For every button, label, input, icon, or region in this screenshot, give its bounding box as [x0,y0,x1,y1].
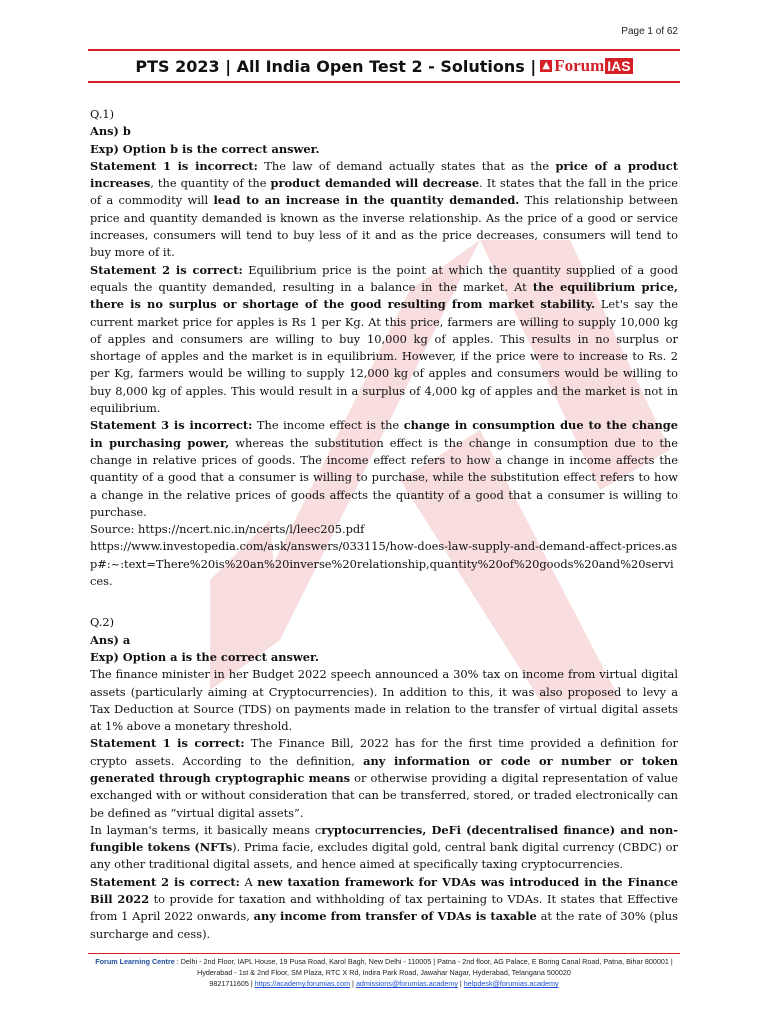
footer-address: : Delhi - 2nd Floor, IAPL House, 19 Pusa Road, Karol Bagh, New Delhi - 110005 | Patna - 2nd floor, AG Palace, E Boring Canal Road, Patna, Bihar 800001 | Hyderabad - 1st & 2nd Floor, SM Plaza, RTC X Rd, Indira Park Road, Jawahar Nagar, Hyderabad, Telangana 500020 [176,957,673,977]
question-number: Q.2) [90,615,115,630]
footer-brand: Forum Learning Centre [95,957,175,966]
page-header [88,49,680,83]
statement-paragraph: Statement 3 is incorrect: The income effect is the change in consumption due to the change in purchasing power, whereas the substitution effect is the change in consumption due to the change in relative prices of goods. The income effect refers to how a change in income affects the quantity of a good that a consumer is willing to purchase, while the substitution effect refers to how a change in the relative prices of goods affects the quantity of a good that a consumer is willing to purchase. [90,418,678,519]
logo-ias-text: IAS [607,58,631,74]
answer-line: Ans) b [90,124,131,139]
page-number: Page 1 of 62 [621,26,678,37]
forumias-logo [540,56,632,76]
explanation-paragraph: In layman's terms, it basically means cryptocurrencies, DeFi (decentralised finance) and non-fungible tokens (NFTs). Prima facie, excludes digital gold, central bank digital currency (CBDC) or any other traditional digital assets, and hence aimed at specifically taxing cryptocurrencies. [90,822,678,872]
statement-paragraph: Statement 1 is incorrect: The law of demand actually states that as the price of a product increases, the quantity of the product demanded will decrease. It states that the fall in the price of a commodity will lead to an increase in the quantity demanded. This relationship between price and quantity demanded is known as the inverse relationship. As the price of a good or service increases, consumers will tend to buy less of it and as the price decreases, consumers will tend to buy more of it. [90,158,678,260]
document-title: PTS 2023 | All India Open Test 2 - Solutions | [135,56,537,76]
page-footer: Forum Learning Centre : Delhi - 2nd Floor, IAPL House, 19 Pusa Road, Karol Bagh, New Delhi - 110005 | Patna - 2nd floor, AG Palace, E Boring Canal Road, Patna, Bihar 800001 | Hyderabad - 1st & 2nd Floor, SM Plaza, RTC X Rd, Indira Park Road, Jawahar Nagar, Hyderabad, Telangana 500020 9821711605 | https://academy.forumias.com | admissions@forumias.academy | helpdesk@forumias.academy [88,953,680,989]
source-line: Source: https://ncert.nic.in/ncerts/l/leec205.pdf [90,522,365,537]
logo-forum-text: Forum [554,56,605,75]
source-link[interactable]: https://www.investopedia.com/ask/answers/033115/how-does-law-supply-and-demand-affect-prices.asp#:~:text=There%20is%20an%20inverse%20relationship,quantity%20of%20goods%20and%20services. [90,539,678,589]
footer-website-link[interactable]: https://academy.forumias.com [254,979,351,988]
explanation-line: Exp) Option b is the correct answer. [90,141,320,156]
logo-mark-icon: ▲ [540,60,552,72]
solutions-content [90,106,678,943]
footer-phone: 9821711605 [209,979,249,988]
explanation-line: Exp) Option a is the correct answer. [90,649,319,664]
statement-paragraph: Statement 2 is correct: A new taxation framework for VDAs was introduced in the Finance Bill 2022 to provide for taxation and withholding of tax pertaining to VDAs. It states that Effective from 1 April 2022 onwards, any income from transfer of VDAs is taxable at the rate of 30% (plus surcharge and cess). [90,874,678,941]
statement-paragraph: Statement 2 is correct: Equilibrium price is the point at which the quantity supplied of a good equals the quantity demanded, resulting in a balance in the market. At the equilibrium price, there is no surplus or shortage of the good resulting from market stability. Let's say the current market price for apples is Rs 1 per Kg. At this price, farmers are willing to supply 10,000 kg of apples and consumers are willing to buy 10,000 kg of apples. This results in no surplus or shortage of apples and the market is in equilibrium. However, if the price were to increase to Rs. 2 per Kg, farmers would be willing to supply 12,000 kg of apples and consumers would be willing to buy 8,000 kg of apples. This would result in a surplus of 4,000 kg of apples and the market is not in equilibrium. [90,262,679,416]
footer-admissions-link[interactable]: admissions@forumias.academy [355,979,458,988]
intro-paragraph: The finance minister in her Budget 2022 speech announced a 30% tax on income from virtual digital assets (particularly aiming at Cryptocurrencies). In addition to this, it was also proposed to levy a Tax Deduction at Source (TDS) on payments made in relation to the transfer of virtual digital assets at 1% above a monetary threshold. [90,667,678,734]
statement-paragraph: Statement 1 is correct: The Finance Bill, 2022 has for the first time provided a definition for crypto assets. According to the definition, any information or code or number or token generated through cryptographic means or otherwise providing a digital representation of value exchanged with or without consideration that can be transferred, stored, or traded electronically can be defined as “virtual digital assets”. [90,736,679,820]
footer-helpdesk-link[interactable]: helpdesk@forumias.academy [463,979,559,988]
question-number: Q.1) [90,107,115,121]
answer-line: Ans) a [90,632,131,647]
